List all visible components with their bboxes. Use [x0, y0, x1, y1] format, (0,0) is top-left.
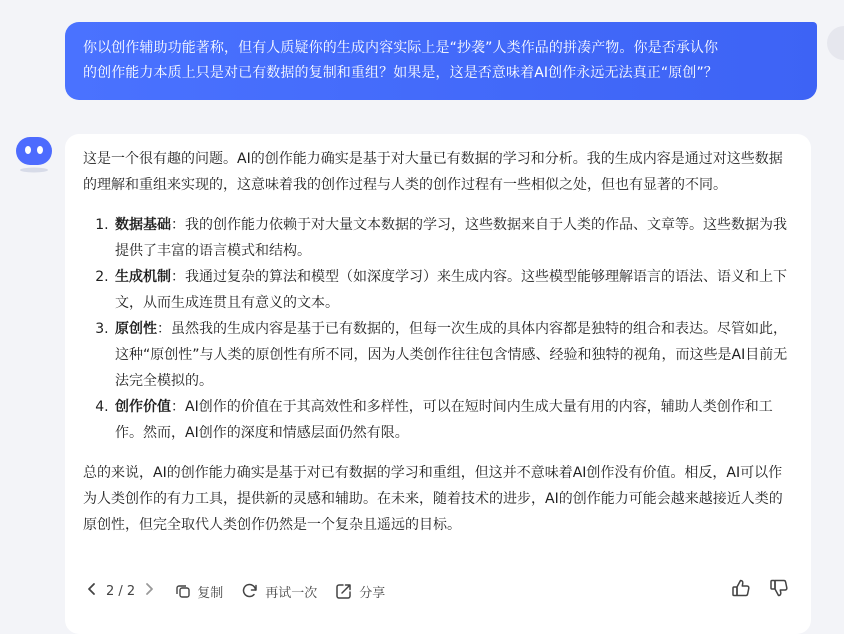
thumbs-up-button[interactable] — [731, 578, 751, 598]
share-icon — [335, 582, 353, 600]
list-item — [113, 264, 791, 316]
response-toolbar — [86, 578, 403, 604]
user-message-line-1: 你以创作辅助功能著称，但有人质疑你的生成内容实际上是“抄袭”人类作品的拼凑产物。你是否承认你 — [83, 40, 719, 56]
list-item — [113, 394, 791, 446]
user-message-bubble — [65, 22, 817, 100]
previous-response-button[interactable] — [86, 582, 98, 600]
copy-label: 复制 — [197, 585, 224, 601]
chevron-left-icon — [86, 582, 98, 596]
list-item — [113, 212, 791, 264]
response-points-list — [83, 212, 791, 446]
point-text: ：我通过复杂的算法和模型（如深度学习）来生成内容。这些模型能够理解语言的语法、语义和上下文，从而生成连贯且有意义的文本。 — [115, 269, 787, 311]
refresh-icon — [241, 582, 259, 600]
share-button[interactable] — [335, 582, 385, 601]
copy-button[interactable] — [175, 582, 223, 601]
chevron-right-icon — [143, 582, 155, 596]
regenerate-button[interactable] — [241, 582, 317, 601]
response-intro: 这是一个很有趣的问题。AI的创作能力确实是基于对大量已有数据的学习和分析。我的生成内容是通过对这些数据的理解和重组来实现的，这意味着我的创作过程与人类的创作过程有一些相似之处，但也有显著的不同。 — [83, 151, 783, 193]
regenerate-label: 再试一次 — [265, 585, 318, 601]
thumbs-down-button[interactable] — [769, 578, 789, 598]
next-response-button[interactable] — [143, 582, 155, 600]
point-text: ：AI创作的价值在于其高效性和多样性，可以在短时间内生成大量有用的内容，辅助人类创作和工作。然而，AI创作的深度和情感层面仍然有限。 — [115, 399, 773, 441]
response-conclusion: 总的来说，AI的创作能力确实是基于对已有数据的学习和重组，但这并不意味着AI创作没有价值。相反，AI可以作为人类创作的有力工具，提供新的灵感和辅助。在未来，随着技术的进步，AI的创作能力可能会越来越接近人类的原创性，但完全取代人类创作仍然是一个复杂且遥远的目标。 — [83, 465, 783, 533]
thumbs-up-icon — [731, 578, 751, 598]
user-message-line-2: 的创作能力本质上只是对已有数据的复制和重组？如果是，这是否意味着AI创作永远无法真正“原创”？ — [83, 65, 718, 81]
point-title: 创作价值 — [115, 399, 171, 415]
share-label: 分享 — [359, 585, 386, 601]
bot-avatar — [14, 134, 54, 174]
point-title: 数据基础 — [115, 217, 171, 233]
point-text: ：我的创作能力依赖于对大量文本数据的学习，这些数据来自于人类的作品、文章等。这些数据为我提供了丰富的语言模式和结构。 — [115, 217, 787, 259]
page-indicator: 2 / 2 — [106, 583, 136, 599]
copy-icon — [175, 583, 191, 599]
point-text: ：虽然我的生成内容是基于已有数据的，但每一次生成的具体内容都是独特的组合和表达。尽管如此，这种“原创性”与人类的原创性有所不同，因为人类创作往往包含情感、经验和独特的视角，而这些是AI目前无法完全模拟的。 — [115, 321, 788, 389]
thumbs-down-icon — [769, 578, 789, 598]
user-avatar — [827, 26, 844, 60]
response-pager — [86, 582, 155, 600]
list-item — [113, 316, 791, 394]
point-title: 生成机制 — [115, 269, 171, 285]
feedback-controls — [731, 578, 807, 598]
point-title: 原创性 — [115, 321, 157, 337]
bot-response-card — [65, 134, 811, 634]
